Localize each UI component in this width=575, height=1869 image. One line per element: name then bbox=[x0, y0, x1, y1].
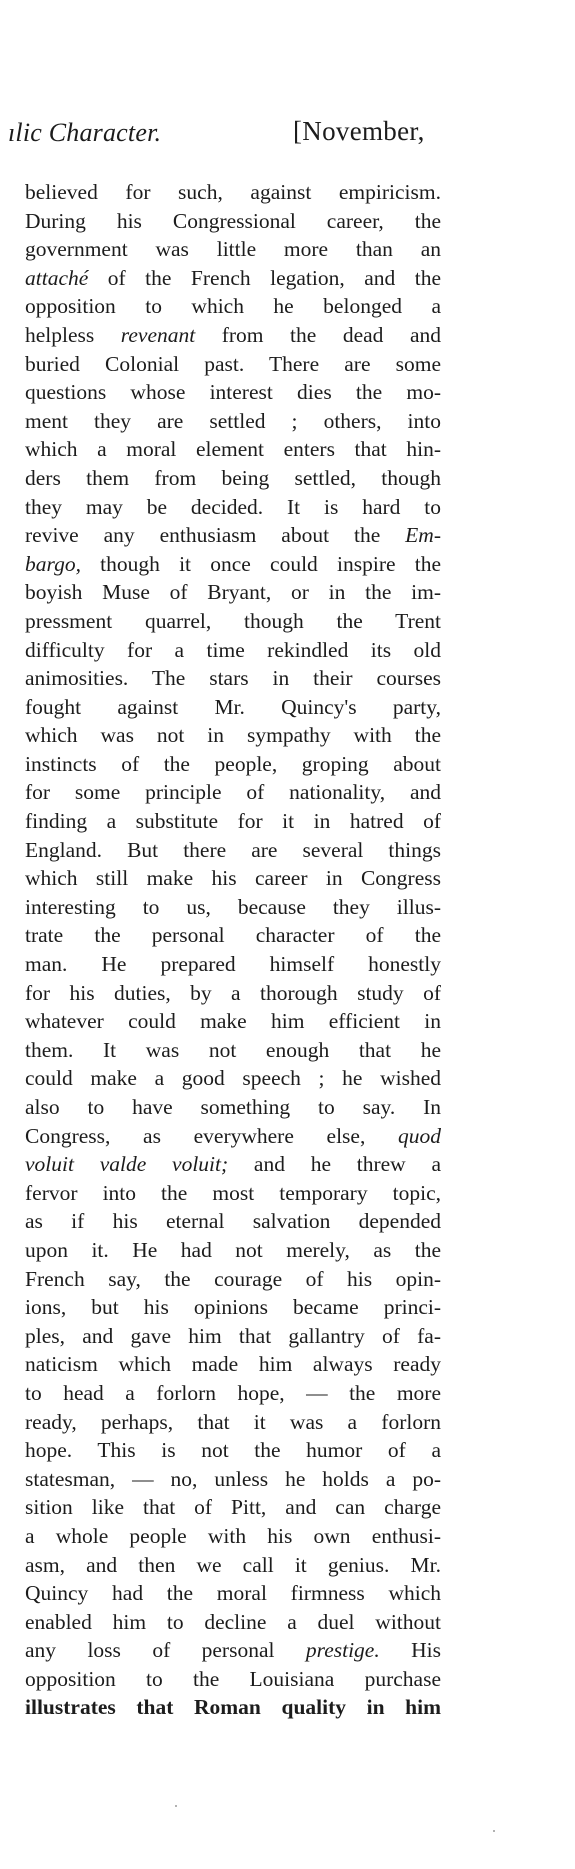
text-segment: asm, and then we call it genius. Mr. bbox=[25, 1552, 441, 1577]
text-segment: fought against Mr. Quincy's party, bbox=[25, 694, 441, 719]
text-segment: ples, and gave him that gallantry of fa- bbox=[25, 1323, 441, 1348]
text-line bbox=[25, 921, 441, 950]
text-line bbox=[25, 493, 441, 522]
text-line bbox=[25, 693, 441, 722]
text-segment: they may be decided. It is hard to bbox=[25, 494, 441, 519]
text-segment: which still make his career in Congress bbox=[25, 866, 441, 891]
text-line bbox=[25, 1579, 441, 1608]
paper-speck bbox=[175, 1805, 177, 1807]
text-line bbox=[25, 1350, 441, 1379]
text-line bbox=[25, 607, 441, 636]
italic-segment: voluit valde voluit; bbox=[25, 1152, 229, 1177]
text-segment: government was little more than an bbox=[25, 237, 441, 262]
text-segment: enabled him to decline a duel without bbox=[25, 1609, 441, 1634]
text-line bbox=[25, 1465, 441, 1494]
text-line bbox=[25, 1265, 441, 1294]
text-line bbox=[25, 836, 441, 865]
text-line bbox=[25, 350, 441, 379]
text-segment: interesting to us, because they illus- bbox=[25, 894, 441, 919]
text-segment: animosities. The stars in their courses bbox=[25, 666, 441, 691]
text-line bbox=[25, 864, 441, 893]
text-line bbox=[25, 264, 441, 293]
text-segment: helpless bbox=[25, 322, 121, 347]
text-line bbox=[25, 636, 441, 665]
text-line bbox=[25, 235, 441, 264]
text-line bbox=[25, 807, 441, 836]
text-line bbox=[25, 464, 441, 493]
text-line bbox=[25, 435, 441, 464]
text-segment: statesman, — no, unless he holds a po- bbox=[25, 1466, 441, 1491]
italic-segment: quod bbox=[398, 1123, 441, 1148]
text-line bbox=[25, 178, 441, 207]
text-segment: boyish Muse of Bryant, or in the im- bbox=[25, 580, 441, 605]
text-segment: difficulty for a time rekindled its old bbox=[25, 637, 441, 662]
text-line bbox=[25, 1608, 441, 1637]
text-segment: ions, but his opinions became princi- bbox=[25, 1295, 441, 1320]
text-segment: any loss of personal bbox=[25, 1638, 306, 1663]
text-line bbox=[25, 893, 441, 922]
text-segment: though it once could inspire the bbox=[80, 551, 441, 576]
text-line bbox=[25, 292, 441, 321]
text-segment: French say, the courage of his opin- bbox=[25, 1266, 441, 1291]
text-line bbox=[25, 521, 441, 550]
text-line bbox=[25, 1636, 441, 1665]
text-segment: could make a good speech ; he wished bbox=[25, 1066, 441, 1091]
text-segment: which a moral element enters that hin- bbox=[25, 437, 441, 462]
text-line bbox=[25, 1493, 441, 1522]
text-segment: ders them from being settled, though bbox=[25, 465, 441, 490]
text-segment: as if his eternal salvation depended bbox=[25, 1209, 441, 1234]
text-segment: opposition to the Louisiana purchase bbox=[25, 1666, 441, 1691]
text-line bbox=[25, 979, 441, 1008]
text-segment: a whole people with his own enthusi- bbox=[25, 1523, 441, 1548]
italic-segment: bargo, bbox=[25, 551, 81, 576]
text-segment: hope. This is not the humor of a bbox=[25, 1438, 441, 1463]
italic-segment: prestige. bbox=[305, 1638, 380, 1663]
text-segment: which was not in sympathy with the bbox=[25, 723, 441, 748]
text-segment: instincts of the people, groping about bbox=[25, 751, 441, 776]
text-segment: pressment quarrel, though the Trent bbox=[25, 608, 441, 633]
text-segment: During his Congressional career, the bbox=[25, 208, 441, 233]
paper-speck bbox=[493, 1830, 495, 1832]
text-line bbox=[25, 1665, 441, 1694]
text-line bbox=[25, 1322, 441, 1351]
text-line bbox=[25, 750, 441, 779]
text-line bbox=[25, 1236, 441, 1265]
text-line bbox=[25, 1036, 441, 1065]
body-text-column bbox=[25, 178, 441, 1722]
text-line bbox=[25, 550, 441, 579]
running-head-month: [November, bbox=[293, 116, 425, 146]
text-segment: opposition to which he belonged a bbox=[25, 294, 441, 319]
text-segment: from the dead and bbox=[195, 322, 441, 347]
text-line bbox=[25, 578, 441, 607]
text-segment: for his duties, by a thorough study of bbox=[25, 980, 441, 1005]
text-segment: upon it. He had not merely, as the bbox=[25, 1237, 441, 1262]
text-line bbox=[25, 721, 441, 750]
text-line bbox=[25, 1179, 441, 1208]
text-segment: for some principle of nationality, and bbox=[25, 780, 441, 805]
text-segment: ready, perhaps, that it was a forlorn bbox=[25, 1409, 441, 1434]
text-line bbox=[25, 207, 441, 236]
text-segment: His bbox=[379, 1638, 441, 1663]
text-segment: finding a substitute for it in hatred of bbox=[25, 809, 441, 834]
text-segment: and he threw a bbox=[228, 1152, 441, 1177]
text-segment: ment they are settled ; others, into bbox=[25, 408, 441, 433]
text-line bbox=[25, 1522, 441, 1551]
text-line bbox=[25, 1436, 441, 1465]
text-line bbox=[25, 950, 441, 979]
text-line bbox=[25, 1093, 441, 1122]
text-line bbox=[25, 1007, 441, 1036]
text-line bbox=[25, 407, 441, 436]
text-segment: believed for such, against empiricism. bbox=[25, 180, 441, 204]
text-line bbox=[25, 1293, 441, 1322]
running-head bbox=[0, 118, 575, 158]
running-head-title: ılic Character. bbox=[8, 118, 162, 147]
text-segment: illustrates that Roman quality in him bbox=[25, 1695, 441, 1720]
text-line bbox=[25, 1122, 441, 1151]
text-line bbox=[25, 778, 441, 807]
text-line bbox=[25, 1379, 441, 1408]
text-line bbox=[25, 1693, 441, 1722]
text-segment: naticism which made him always ready bbox=[25, 1352, 441, 1377]
text-line bbox=[25, 321, 441, 350]
text-line bbox=[25, 664, 441, 693]
text-line bbox=[25, 1207, 441, 1236]
text-line bbox=[25, 378, 441, 407]
italic-segment: attaché bbox=[25, 265, 89, 290]
text-segment: whatever could make him efficient in bbox=[25, 1009, 441, 1034]
text-segment: Congress, as everywhere else, bbox=[25, 1123, 398, 1148]
text-line bbox=[25, 1408, 441, 1437]
text-segment: fervor into the most temporary topic, bbox=[25, 1180, 441, 1205]
text-segment: England. But there are several things bbox=[25, 837, 441, 862]
text-segment: man. He prepared himself honestly bbox=[25, 952, 441, 977]
text-line bbox=[25, 1064, 441, 1093]
text-segment: questions whose interest dies the mo- bbox=[25, 380, 441, 405]
text-line bbox=[25, 1150, 441, 1179]
italic-segment: revenant bbox=[120, 322, 196, 347]
text-segment: also to have something to say. In bbox=[25, 1095, 441, 1119]
text-segment: of the French legation, and the bbox=[88, 265, 441, 290]
text-segment: sition like that of Pitt, and can charge bbox=[25, 1495, 441, 1520]
text-segment: trate the personal character of the bbox=[25, 923, 441, 948]
text-segment: Quincy had the moral firmness which bbox=[25, 1581, 441, 1606]
text-line bbox=[25, 1551, 441, 1580]
text-segment: to head a forlorn hope, — the more bbox=[25, 1380, 441, 1405]
text-segment: revive any enthusiasm about the bbox=[25, 523, 406, 548]
italic-segment: Em- bbox=[405, 523, 441, 548]
text-segment: them. It was not enough that he bbox=[25, 1037, 441, 1062]
text-segment: buried Colonial past. There are some bbox=[25, 351, 441, 376]
